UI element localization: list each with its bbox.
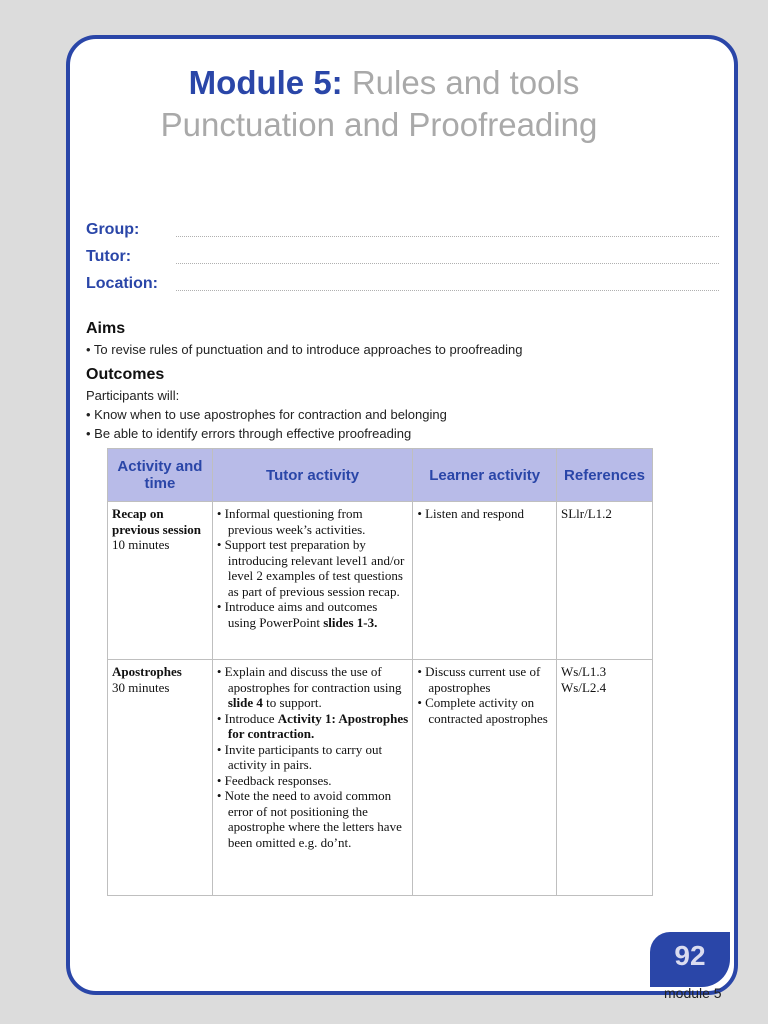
header-activity: Activity and time: [108, 449, 213, 502]
activity-cell: [108, 660, 213, 896]
tutor-cell: [212, 660, 412, 896]
list-item: • Complete activity on contracted apostrophes: [417, 695, 548, 726]
references-cell: [557, 502, 653, 660]
outcomes-item: • Be able to identify errors through effective proofreading: [86, 426, 412, 441]
slide-ref: slides 1-3.: [323, 614, 378, 630]
location-label: Location:: [86, 275, 158, 292]
activity-table: [107, 448, 653, 896]
activity-ref: Activity 1: Apostrophes for contraction.: [227, 710, 409, 741]
header-learner: Learner activity: [413, 449, 557, 502]
aims-item: • To revise rules of punctuation and to introduce approaches to proofreading: [86, 342, 523, 357]
tutor-text: • Explain and discuss the use of apostrophes for contraction using: [216, 664, 402, 695]
tutor-field[interactable]: [176, 263, 719, 264]
tutor-label: Tutor:: [86, 248, 132, 265]
activity-name: Recap on previous session: [112, 506, 201, 537]
table-header-row: [108, 449, 653, 502]
location-field[interactable]: [176, 290, 719, 291]
table-row: [108, 660, 653, 896]
page-subtitle: Punctuation and Proofreading: [160, 106, 598, 143]
footer-label: module 5: [664, 985, 722, 1001]
tutor-text: to support.: [262, 695, 322, 710]
learner-cell: [413, 502, 557, 660]
module-label: Module 5:: [188, 64, 343, 101]
page-number: 92: [674, 940, 706, 971]
list-item: • Note the need to avoid common error of not positioning the apostrophe where the letters have been omitted e.g. do’nt.: [216, 788, 402, 850]
tutor-text: • Introduce aims and outcomes using PowerPoint: [216, 599, 378, 630]
list-item: • Feedback responses.: [216, 772, 332, 788]
activity-time: 10 minutes: [112, 537, 170, 552]
title-rest: Rules and tools: [351, 64, 580, 101]
group-field[interactable]: [176, 236, 719, 237]
aims-heading: Aims: [86, 320, 126, 337]
header-references: References: [557, 449, 653, 502]
list-item: [217, 664, 408, 711]
list-item: [217, 711, 408, 742]
tutor-text: • Introduce: [216, 710, 278, 726]
tutor-cell: [212, 502, 412, 660]
list-item: [217, 599, 408, 630]
group-label: Group:: [86, 221, 140, 238]
page-title: [0, 62, 768, 146]
list-item: • Support test preparation by introducing relevant level1 and/or level 2 examples of test questions as part of previous session recap.: [216, 537, 405, 599]
outcomes-intro: Participants will:: [86, 388, 180, 403]
outcomes-heading: Outcomes: [86, 366, 165, 383]
activity-name: Apostrophes: [112, 664, 182, 679]
learner-cell: [413, 660, 557, 896]
reference: Ws/L1.3: [561, 664, 607, 679]
list-item: • Invite participants to carry out activity in pairs.: [216, 741, 383, 772]
slide-ref: slide 4: [227, 695, 263, 710]
activity-cell: [108, 502, 213, 660]
outcomes-item: • Know when to use apostrophes for contraction and belonging: [86, 407, 447, 422]
header-tutor: Tutor activity: [212, 449, 412, 502]
list-item: • Discuss current use of apostrophes: [417, 664, 541, 695]
list-item: • Listen and respond: [417, 506, 525, 521]
reference: SLlr/L1.2: [561, 506, 612, 521]
table-row: [108, 502, 653, 660]
reference: Ws/L2.4: [561, 679, 607, 695]
activity-time: 30 minutes: [112, 679, 170, 695]
references-cell: [557, 660, 653, 896]
list-item: • Informal questioning from previous week’s activities.: [216, 506, 366, 537]
